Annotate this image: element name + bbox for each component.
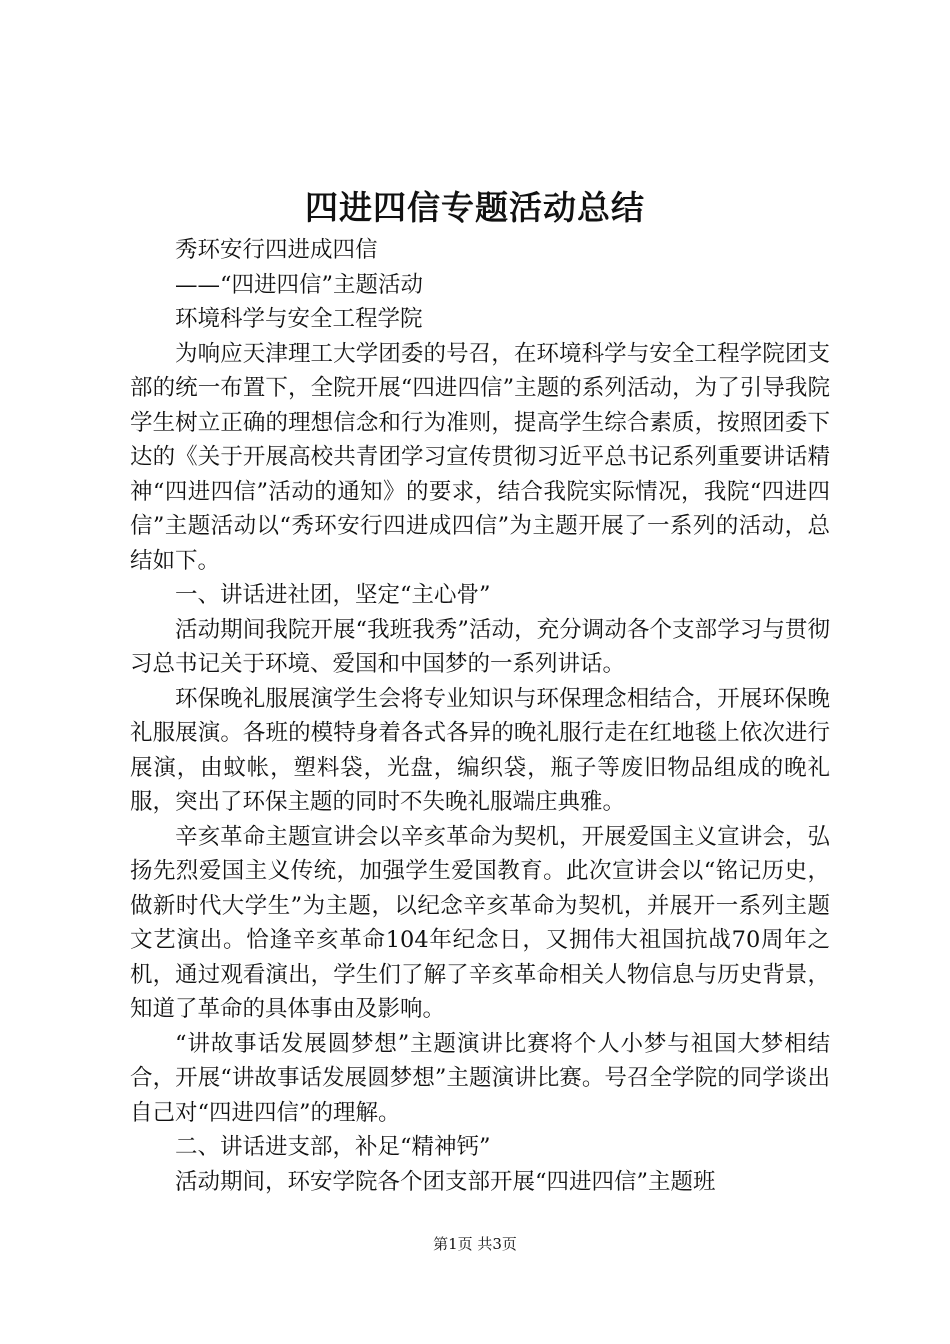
subtitle-school: 环境科学与安全工程学院 <box>175 306 423 332</box>
document-body <box>130 233 830 1199</box>
subtitle-slogan: 秀环安行四进成四信 <box>175 237 378 263</box>
paragraph: 活动期间，环安学院各个团支部开展“四进四信”主题班 <box>175 1168 716 1195</box>
paragraph: 环保晚礼服展演学生会将专业知识与环保理念相结合，开展环保晚礼服展演。各班的模特身着各式各异的晚礼服行走在红地毯上依次进行展演，由蚊帐，塑料袋，光盘，编织袋，瓶子等废旧物品组成的晚礼服，突出了环保主题的同时不失晚礼服端庄典雅。 <box>130 685 830 815</box>
subtitle-activity: ——“四进四信”主题活动 <box>175 271 424 298</box>
paragraph: 辛亥革命主题宣讲会以辛亥革命为契机，开展爱国主义宣讲会，弘扬先烈爱国主义传统，加强学生爱国教育。此次宣讲会以“铭记历史，做新时代大学生”为主题，以纪念辛亥革命为契机，并展开一系列主题文艺演出。恰逢辛亥革命104年纪念日，又拥伟大祖国抗战70周年之机，通过观看演出，学生们了解了辛亥革命相关人物信息与历史背景，知道了革命的具体事由及影响。 <box>130 823 830 1022</box>
paragraph: “讲故事话发展圆梦想”主题演讲比赛将个人小梦与祖国大梦相结合，开展“讲故事话发展圆梦想”主题演讲比赛。号召全学院的同学谈出自己对“四进四信”的理解。 <box>130 1030 830 1126</box>
section-heading-1: 一、讲话进社团，坚定“主心骨” <box>175 582 491 608</box>
section-heading-2: 二、讲话进支部，补足“精神钙” <box>175 1134 491 1160</box>
document-title: 四进四信专题活动总结 <box>305 188 645 227</box>
paragraph-intro: 为响应天津理工大学团委的号召，在环境科学与安全工程学院团支部的统一布置下，全院开展“四进四信”主题的系列活动，为了引导我院学生树立正确的理想信念和行为准则，提高学生综合素质，按照团委下达的《关于开展高校共青团学习宣传贯彻习近平总书记系列重要讲话精神“四进四信”活动的通知》的要求，结合我院实际情况，我院“四进四信”主题活动以“秀环安行四进成四信”为主题开展了一系列的活动，总结如下。 <box>130 340 830 574</box>
page-footer: 第1页 共3页 <box>433 1235 517 1253</box>
paragraph: 活动期间我院开展“我班我秀”活动，充分调动各个支部学习与贯彻习总书记关于环境、爱国和中国梦的一系列讲话。 <box>130 616 830 677</box>
